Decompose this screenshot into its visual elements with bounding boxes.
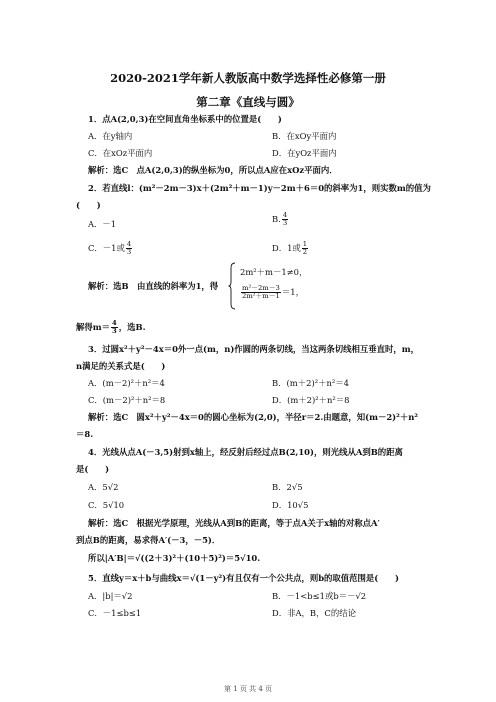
q2-result-post: ，选B.	[118, 322, 146, 332]
q4-option-a: A．5√2	[88, 482, 119, 492]
q1-stem: 1．点A(2,0,3)在空间直角坐标系中的位置是( )	[88, 114, 282, 124]
q2-option-b-fraction: $\frac{4}{3}$	[282, 211, 288, 227]
q4-option-c: C．5√10	[88, 500, 125, 510]
q2-stem-cont: ( )	[76, 200, 101, 210]
q2-option-d-fraction: $\frac{1}{2}$	[302, 240, 308, 256]
q3-solution: 解析：选C 圆x²＋y²－4x＝0的圆心坐标为(2,0)，半径r＝2.由题意，知(m－2)²＋n²	[88, 412, 418, 422]
q2-solution: 解析：选B 由直线的斜率为1，得	[88, 281, 219, 291]
q4-option-d: D．10√5	[272, 500, 309, 510]
q3-option-d: D．(m＋2)²＋n²＝8	[272, 395, 350, 405]
q2-option-b	[272, 212, 289, 227]
chapter-title: 第二章《直线与圆》	[196, 95, 300, 109]
q2-option-b-label: B.	[272, 214, 281, 224]
q2-option-a: A．－1	[88, 219, 117, 229]
q2-option-c	[88, 241, 133, 256]
q4-stem: 4．光线从点A(－3,5)射到x轴上，经反射后经过点B(2,10)，则光线从A到B的距离	[88, 447, 403, 457]
q1-option-a: A．在y轴内	[88, 131, 133, 141]
q2-option-c-fraction: $\frac{4}{3}$	[126, 240, 132, 256]
q2-result-fraction: $\frac{4}{3}$	[112, 319, 117, 335]
q2-system-fraction: $\frac{\text{m²－2m－3}}{\text{2m²＋m－1}}$	[242, 284, 280, 300]
q4-solution-result: 所以|A′B|＝√((2＋3)²＋(10＋5)²)＝5√10.	[88, 553, 261, 563]
q1-option-b: B．在xOy平面内	[272, 131, 337, 141]
q2-option-d-label: D．1或	[272, 243, 301, 253]
document-title: 2020-2021学年新人教版高中数学选择性必修第一册	[110, 71, 386, 85]
q5-option-d: D．非A，B，C的结论	[272, 608, 356, 618]
page-footer: 第 1 页 共 4 页	[223, 685, 273, 693]
q5-stem: 5．直线y＝x＋b与曲线x＝√(1－y²)有且仅有一个公共点，则b的取值范围是( )	[88, 573, 399, 583]
q2-option-d	[272, 241, 309, 256]
q2-system-line1: 2m²＋m－1≠0，	[240, 267, 308, 277]
q1-option-d: D．在yOz平面内	[272, 148, 337, 158]
q4-solution-cont: 到点B的距离，易求得A′(－3，－5)．	[76, 535, 221, 545]
q1-solution: 解析：选C 点A(2,0,3)的纵坐标为0，所以点A应在xOz平面内．	[88, 165, 338, 175]
q1-option-c: C．在xOz平面内	[88, 148, 153, 158]
q2-stem: 2．若直线l：(m²－2m－3)x＋(2m²＋m－1)y－2m＋6＝0的斜率为1，则实数m的值为	[88, 183, 431, 193]
q4-stem-cont: 是( )	[76, 464, 110, 474]
q4-solution: 解析：选C 根据光学原理，光线从A到B的距离，等于点A关于x轴的对称点A′	[88, 518, 380, 528]
left-brace-icon	[228, 262, 236, 310]
q2-result	[76, 320, 145, 335]
q3-option-b: B．(m＋2)²＋n²＝4	[272, 378, 349, 388]
q3-solution-cont: ＝8.	[76, 429, 94, 439]
q5-option-a: A．|b|＝√2	[88, 591, 133, 601]
q3-option-a: A．(m－2)²＋n²＝4	[88, 378, 165, 388]
q3-stem: 3．过圆x²＋y²－4x＝0外一点(m，n)作圆的两条切线，当这两条切线相互垂直时，m，	[88, 344, 420, 354]
q2-result-pre: 解得m＝	[76, 322, 110, 332]
q2-option-c-label: C．－1或	[88, 243, 125, 253]
q3-stem-cont: n满足的关系式是( )	[76, 361, 166, 371]
q5-option-b: B．－1<b≤1或b＝－√2	[272, 591, 367, 601]
q2-system-tail: ＝1，	[281, 287, 304, 297]
q4-option-b: B．2√5	[272, 482, 303, 492]
q2-system-line2	[240, 285, 304, 300]
q5-option-c: C．－1≤b≤1	[88, 608, 142, 618]
q3-option-c: C．(m－2)²＋n²＝8	[88, 395, 166, 405]
